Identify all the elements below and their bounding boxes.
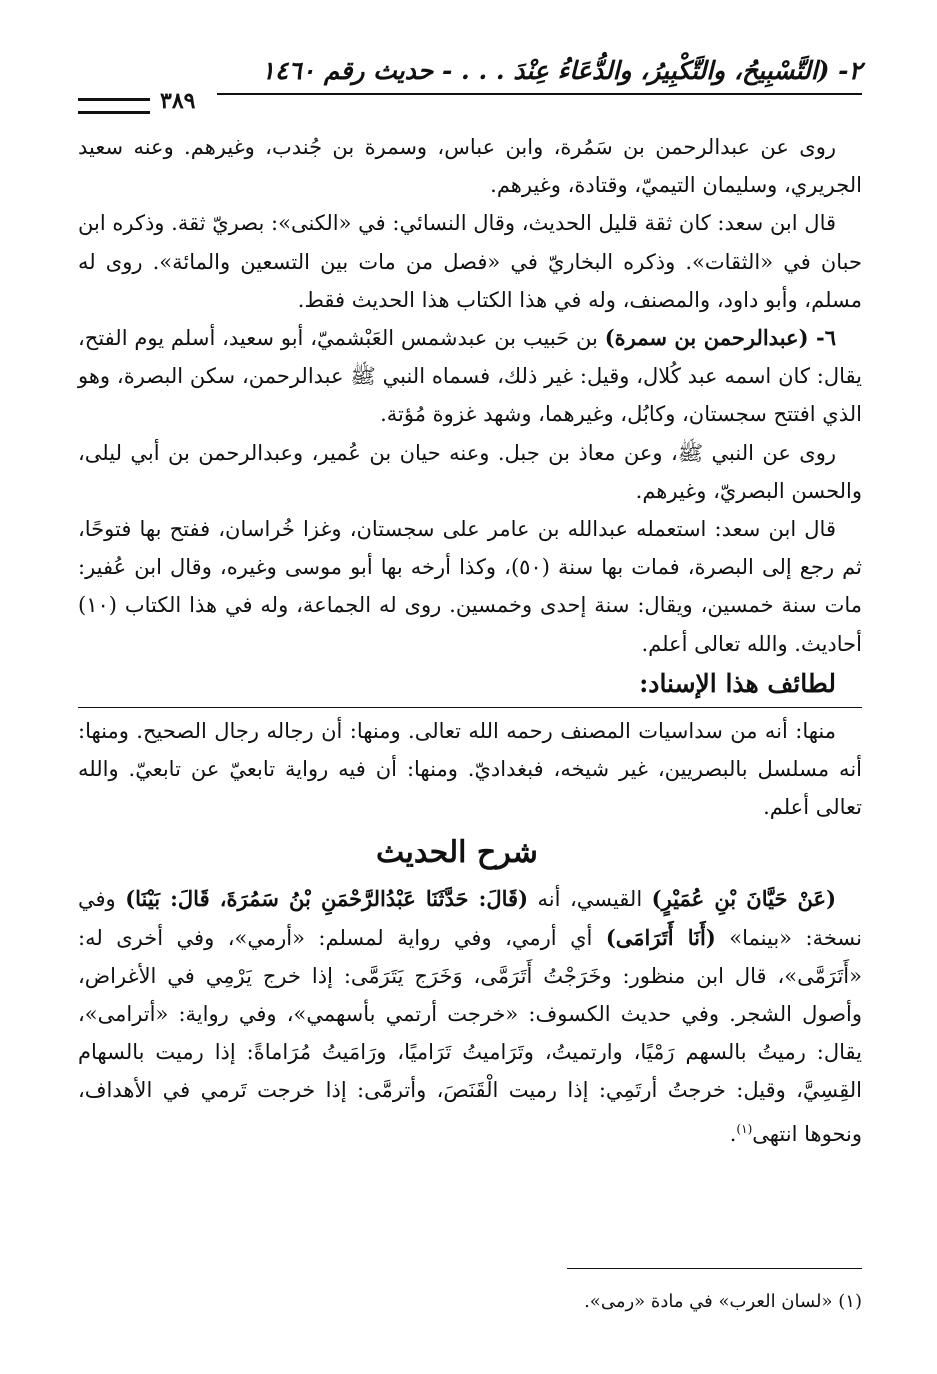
hadith-text: (عَنْ حَيَّانَ بْنِ عُمَيْرٍ): [651, 886, 837, 912]
running-title: ٢- (التَّسْبِيحُ، والتَّكْبِيرُ، والدُّعَاءُ عِنْدَ . . . - حديث رقم ١٤٦٠: [261, 56, 862, 85]
header-rule: [217, 93, 862, 95]
paragraph: قال ابن سعد: استعمله عبدالله بن عامر على سجستان، وغزا خُراسان، ففتح بها فتوحًا، ثم رجع إلى البصرة، فمات بها سنة (٥٠)، وكذا أرخه بها أبو موسى وغيره، وقال ابن عُفير: مات سنة خمسين، ويقال: سنة إحدى وخمسين. روى له الجماعة، وله في هذا الكتاب (١٠) أحاديث. والله تعالى أعلم.: [78, 517, 863, 656]
paragraph: [78, 880, 862, 1152]
page-number: ٣٨٩: [154, 88, 201, 114]
paragraph-text: بن حَبيب بن عبدشمس العَبْشميّ، أبو سعيد، أسلم يوم الفتح، يقال: كان اسمه عبد كُلال، وقيل: غير ذلك، فسماه النبي ﷺ عبدالرحمن، سكن البصرة، وهو الذي افتتح سجستان، وكابُل، وغيرهما، وشهد غزوة مُؤتة.: [78, 326, 862, 427]
page-header: [78, 50, 862, 114]
section-divider: [78, 707, 862, 708]
page-number-rule: [78, 98, 150, 114]
paragraph: روى عن عبدالرحمن بن سَمُرة، وابن عباس، وسمرة بن جُندب، وغيرهم. وعنه سعيد الجريري، وسليمان التيميّ، وقتادة، وغيرهم.: [78, 135, 862, 198]
paragraph: قال ابن سعد: كان ثقة قليل الحديث، وقال النسائي: في «الكنى»: بصريّ ثقة. وذكره ابن حبان في «الثقات». وذكره البخاريّ في «فصل من مات بين التسعين والمائة». روى له مسلم، وأبو داود، والمصنف، وله في هذا الكتاب هذا الحديث فقط.: [78, 211, 862, 312]
narrator-name: ٦- (عبدالرحمن بن سمرة): [604, 325, 836, 351]
footnote-marker[interactable]: (١): [736, 1121, 753, 1136]
paragraph-text: .: [729, 1121, 737, 1146]
paragraph: [78, 319, 862, 434]
paragraph: منها: أنه من سداسيات المصنف رحمه الله تعالى. ومنها: أن رجاله رجال الصحيح. ومنها: أنه مسلسل بالبصريين، غير شيخه، فبغداديّ. ومنها: أن فيه رواية تابعيّ عن تابعيّ. والله تعالى أعلم.: [78, 718, 862, 820]
hadith-text: (أَنَا أَتَرَامَى): [605, 924, 716, 950]
section-heading: لطائف هذا الإسناد:: [639, 668, 836, 698]
paragraph-text: القيسي، أنه: [528, 887, 652, 912]
hadith-text: (قَالَ: حَدَّثَنَا عَبْدُالرَّحْمَنِ بْنُ سَمُرَةَ، قَالَ: بَيْنَا): [125, 886, 529, 912]
paragraph: روى عن النبي ﷺ، وعن معاذ بن جبل. وعنه حيان بن عُمير، وعبدالرحمن بن أبي ليلى، والحسن البصريّ، وغيرهم.: [78, 440, 862, 503]
footnote: (١) «لسان العرب» في مادة «رمى».: [584, 1291, 862, 1312]
paragraph-text: أي أرمي، وفي رواية لمسلم: «أرمي»، وفي أخرى له: «أَتَرَمَّى»، قال ابن منظور: وخَرَجْتُ أَتَرَمَّى، وَخَرَج يَتَرَمَّى: إذا خرج يَرْمِي في الأغراض، وأصول الشجر. وفي حديث الكسوف: «خرجت أرتمي بأسهمي»، وفي رواية: «أترامى»، يقال: رميتُ بالسهم رَمْيًا، وارتميتُ، وتَرَاميتُ تَرَاميًا، ورَامَيتُ مُرَاماةً: إذا رميت بالسهام القِسِيَّ، وقيل: خرجتُ أرتَمِي: إذا رميت الْقَنَصَ، وأترمَّى: إذا خرجت تَرمي في الأهداف، ونحوها انتهى: [78, 925, 862, 1146]
footnote-rule: [567, 1268, 862, 1269]
section-title: شرح الحديث: [376, 835, 538, 871]
paragraph-text: وفي نسخة: «بينما»: [78, 887, 862, 950]
page-body: [78, 128, 862, 1153]
